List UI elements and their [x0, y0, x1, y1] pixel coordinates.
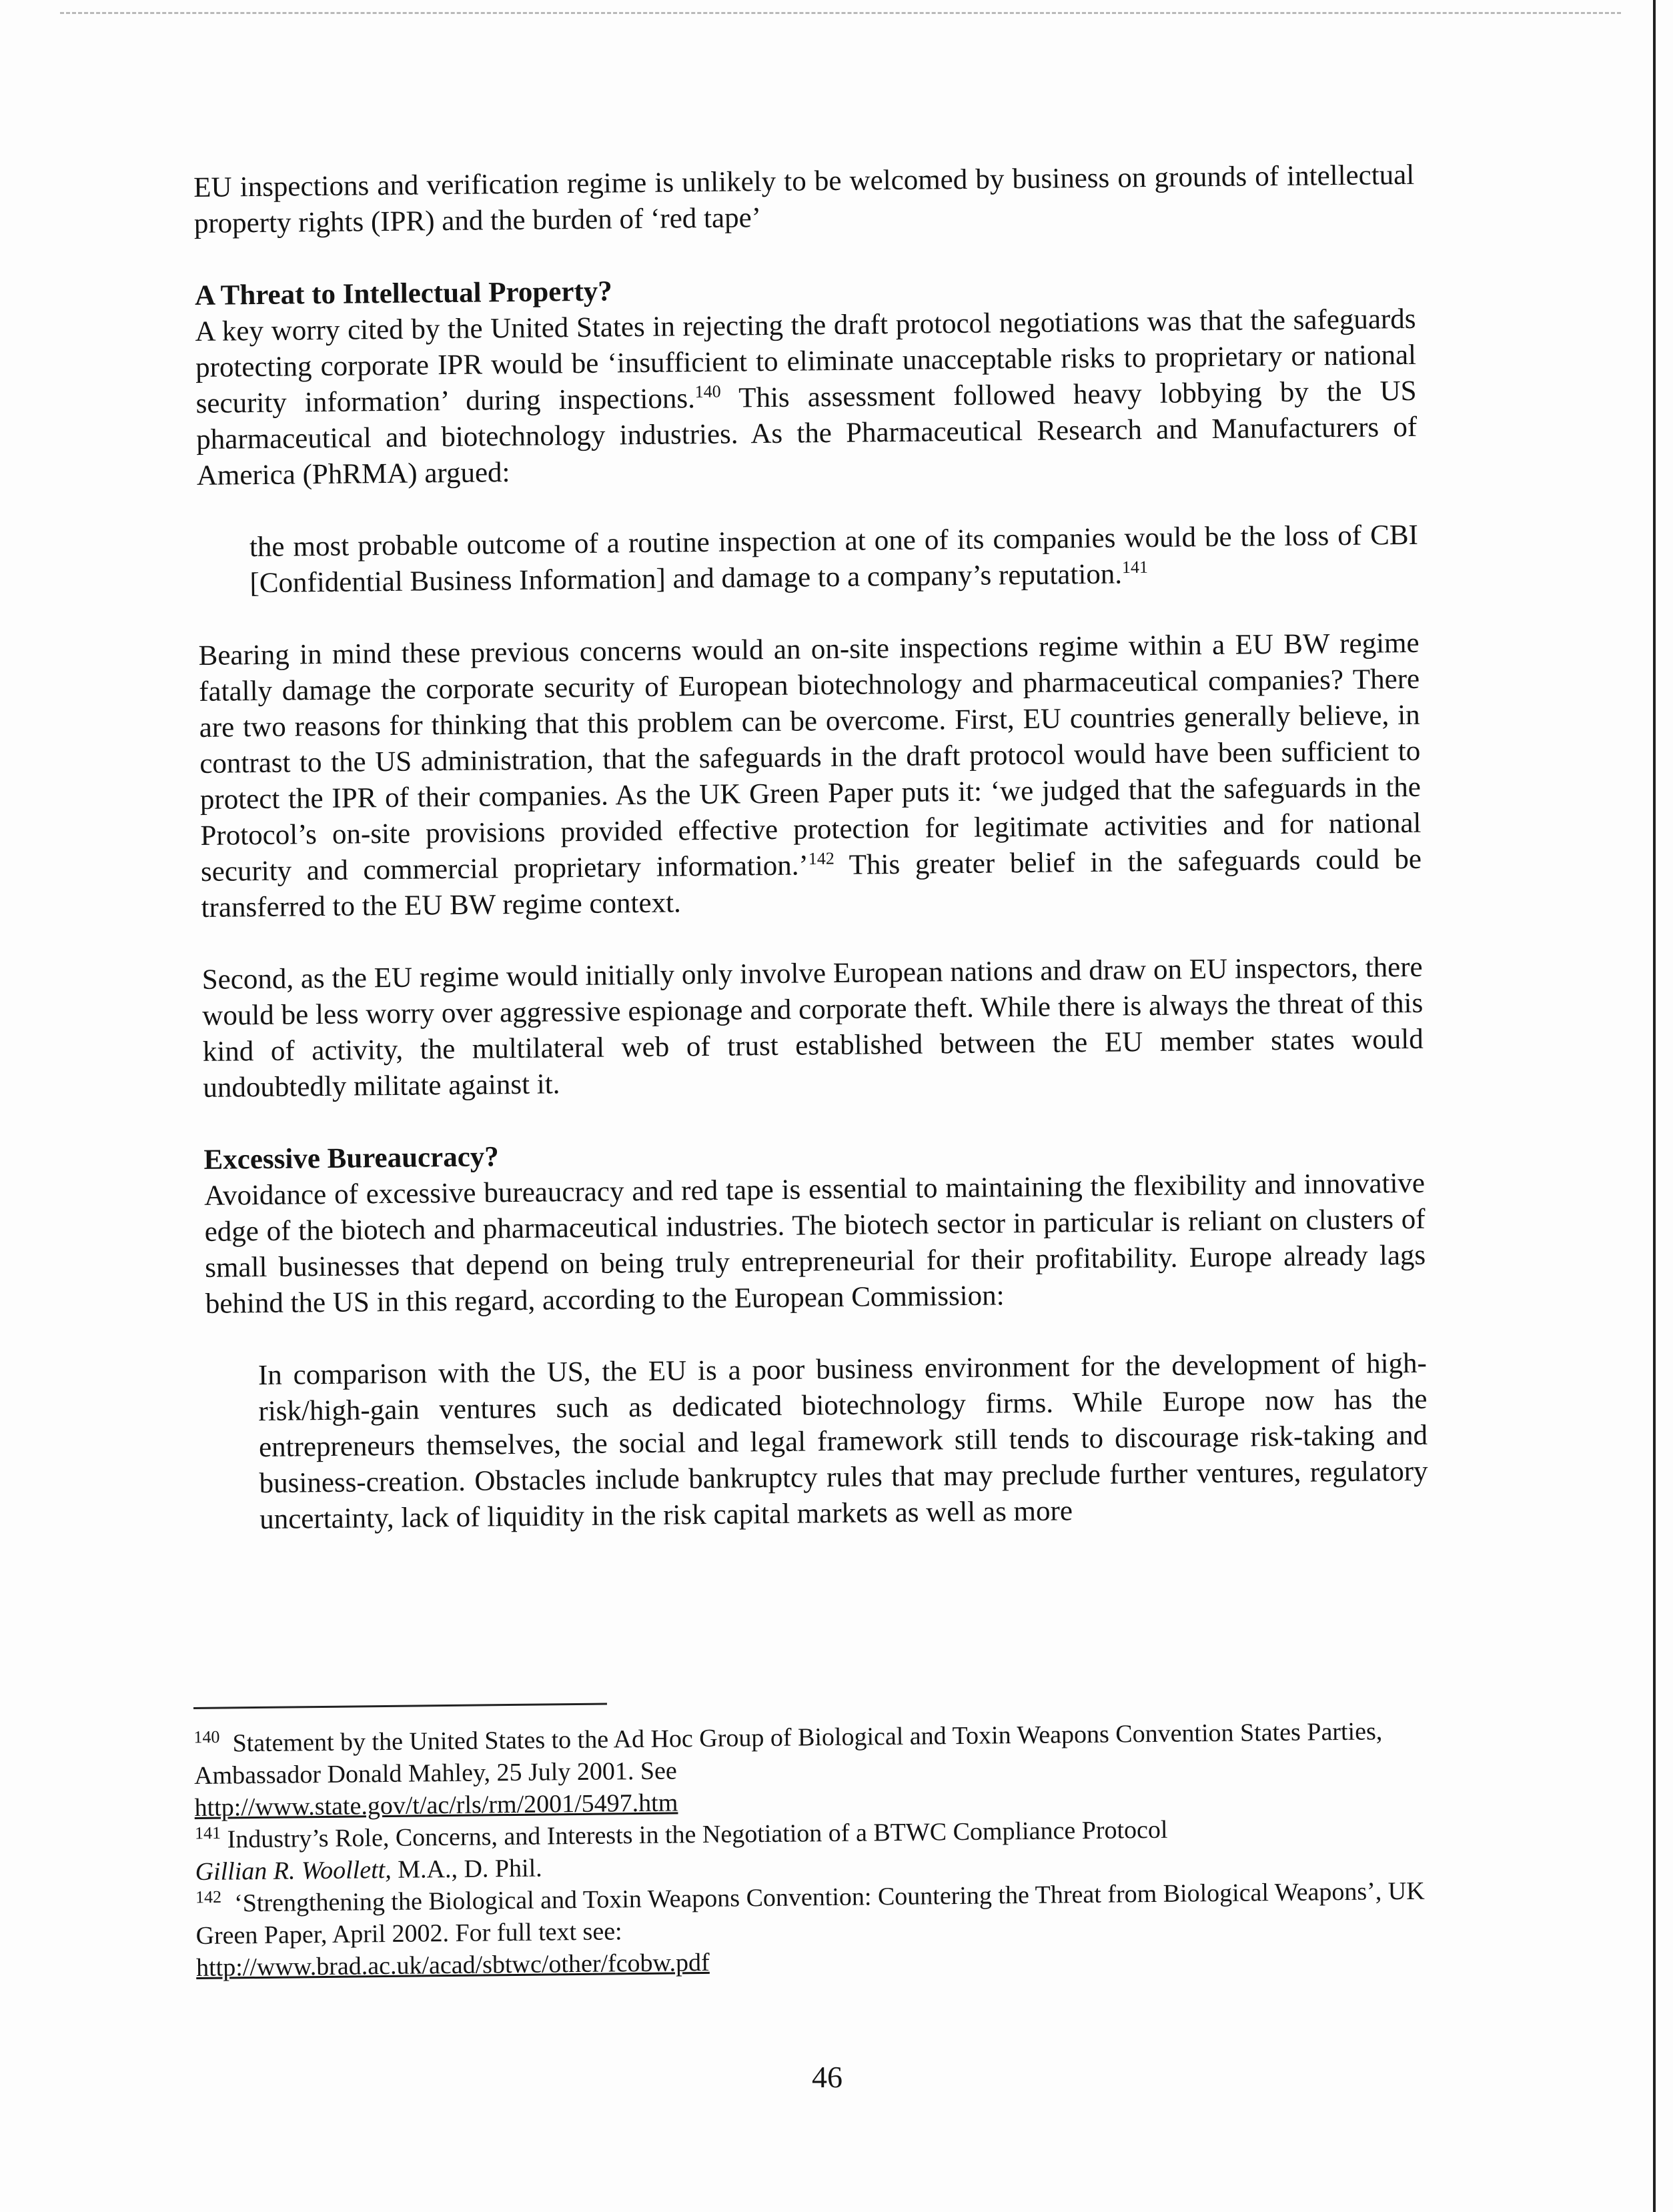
footnote-ref-140[interactable]: 140 [694, 381, 721, 401]
quote-text: the most probable outcome of a routine inspection at one of its companies would be the loss of CBI [Confidential Business Information] and damage to a company’s reputation. [249, 519, 1419, 600]
paragraph-text: A key worry cited by the United States in rejecting the draft protocol negotiations was that the safeguards protecting corporate IPR would be ‘insufficient to eliminate unacceptable risks to proprietary or national security information’ during inspections. [195, 303, 1417, 419]
footnote-ref-141[interactable]: 141 [1121, 557, 1149, 578]
page-body [193, 157, 1428, 1538]
section-heading-ipr: A Threat to Intellectual Property? [194, 275, 612, 311]
scan-edge-top [60, 12, 1621, 14]
footnote-number: 142 [195, 1887, 222, 1907]
footnote-author: Gillian R. Woollett, [195, 1855, 392, 1886]
page-number: 46 [812, 2060, 843, 2094]
footnote-link[interactable]: http://www.state.gov/t/ac/rls/rm/2001/5497.htm [194, 1789, 678, 1822]
footnote-ref-142[interactable]: 142 [808, 848, 834, 869]
footnote-text: ‘Strengthening the Biological and Toxin Weapons Convention: Countering the Threat from Biological Weapons’, UK Green Paper, April 2002. For full text see: [195, 1877, 1425, 1950]
paragraph-ipr-worry [195, 301, 1418, 494]
footnote-number: 141 [194, 1823, 221, 1843]
footnote-link[interactable]: http://www.brad.ac.uk/acad/sbtwc/other/fcobw.pdf [195, 1948, 710, 1982]
block-quote-commission: In comparison with the US, the EU is a poor business environment for the development of high-risk/high-gain ventures such as dedicated biotechnology firms. While Europe now has the entrepreneurs themselves, the social and legal framework still tends to discourage risk-taking and business-creation. Obstacles include bankruptcy rules that may preclude further ventures, regulatory uncertainty, lack of liquidity in the risk capital markets as well as more [257, 1347, 1428, 1536]
footnote-divider [193, 1703, 607, 1709]
paragraph-bureaucracy: Avoidance of excessive bureaucracy and red tape is essential to maintaining the flexibility and innovative edge of the biotech and pharmaceutical industries. The biotech sector in particular is reliant on clusters of small businesses that depend on being truly entrepreneurial for their profitability. Europe already lags behind the US in this regard, according to the European Commission: [203, 1167, 1426, 1320]
footnote-text: Industry’s Role, Concerns, and Interests in the Negotiation of a BTWC Compliance Protocol [227, 1815, 1168, 1854]
footnote-degrees: M.A., D. Phil. [391, 1854, 542, 1884]
footnotes [193, 1695, 1430, 1984]
footnote-number: 140 [193, 1727, 220, 1747]
section-heading-bureaucracy: Excessive Bureaucracy? [203, 1141, 500, 1176]
footnote-142 [195, 1875, 1430, 1984]
paragraph-text: This assessment followed heavy lobbying by the US pharmaceutical and biotechnology industries. As the Pharmaceutical Research and Manufacturers of America (PhRMA) argued: [195, 375, 1418, 491]
paragraph-concerns [198, 626, 1422, 926]
intro-paragraph: EU inspections and verification regime is unlikely to be welcomed by business on grounds of intellectual property rights (IPR) and the burden of ‘red tape’ [193, 159, 1415, 239]
footnote-text: Statement by the United States to the Ad Hoc Group of Biological and Toxin Weapons Convention States Parties, Ambassador Donald Mahley, 25 July 2001. See [193, 1717, 1383, 1790]
paragraph-text: This greater belief in the safeguards could be transferred to the EU BW regime context. [201, 843, 1422, 924]
scan-edge-right [1653, 0, 1656, 2212]
block-quote-phrma [249, 517, 1419, 602]
paragraph-second-reason: Second, as the EU regime would initially only involve European nations and draw on EU inspectors, there would be less worry over aggressive espionage and corporate theft. While there is always the threat of this kind of activity, the multilateral web of trust established between the EU member states would undoubtedly militate against it. [201, 951, 1424, 1104]
paragraph-text: Bearing in mind these previous concerns would an on-site inspections regime within a EU BW regime fatally damage the corporate security of European biotechnology and pharmaceutical companies? There are two reasons for thinking that this problem can be overcome. First, EU countries generally believe, in contrast to the US administration, that the safeguards in the draft protocol would have been sufficient to protect the IPR of their companies. As the UK Green Paper puts it: ‘we judged that the safeguards in the Protocol’s on-site provisions provided effective protection for legitimate activities and for national security and commercial proprietary information.’ [198, 627, 1422, 888]
footnote-140 [193, 1715, 1428, 1824]
